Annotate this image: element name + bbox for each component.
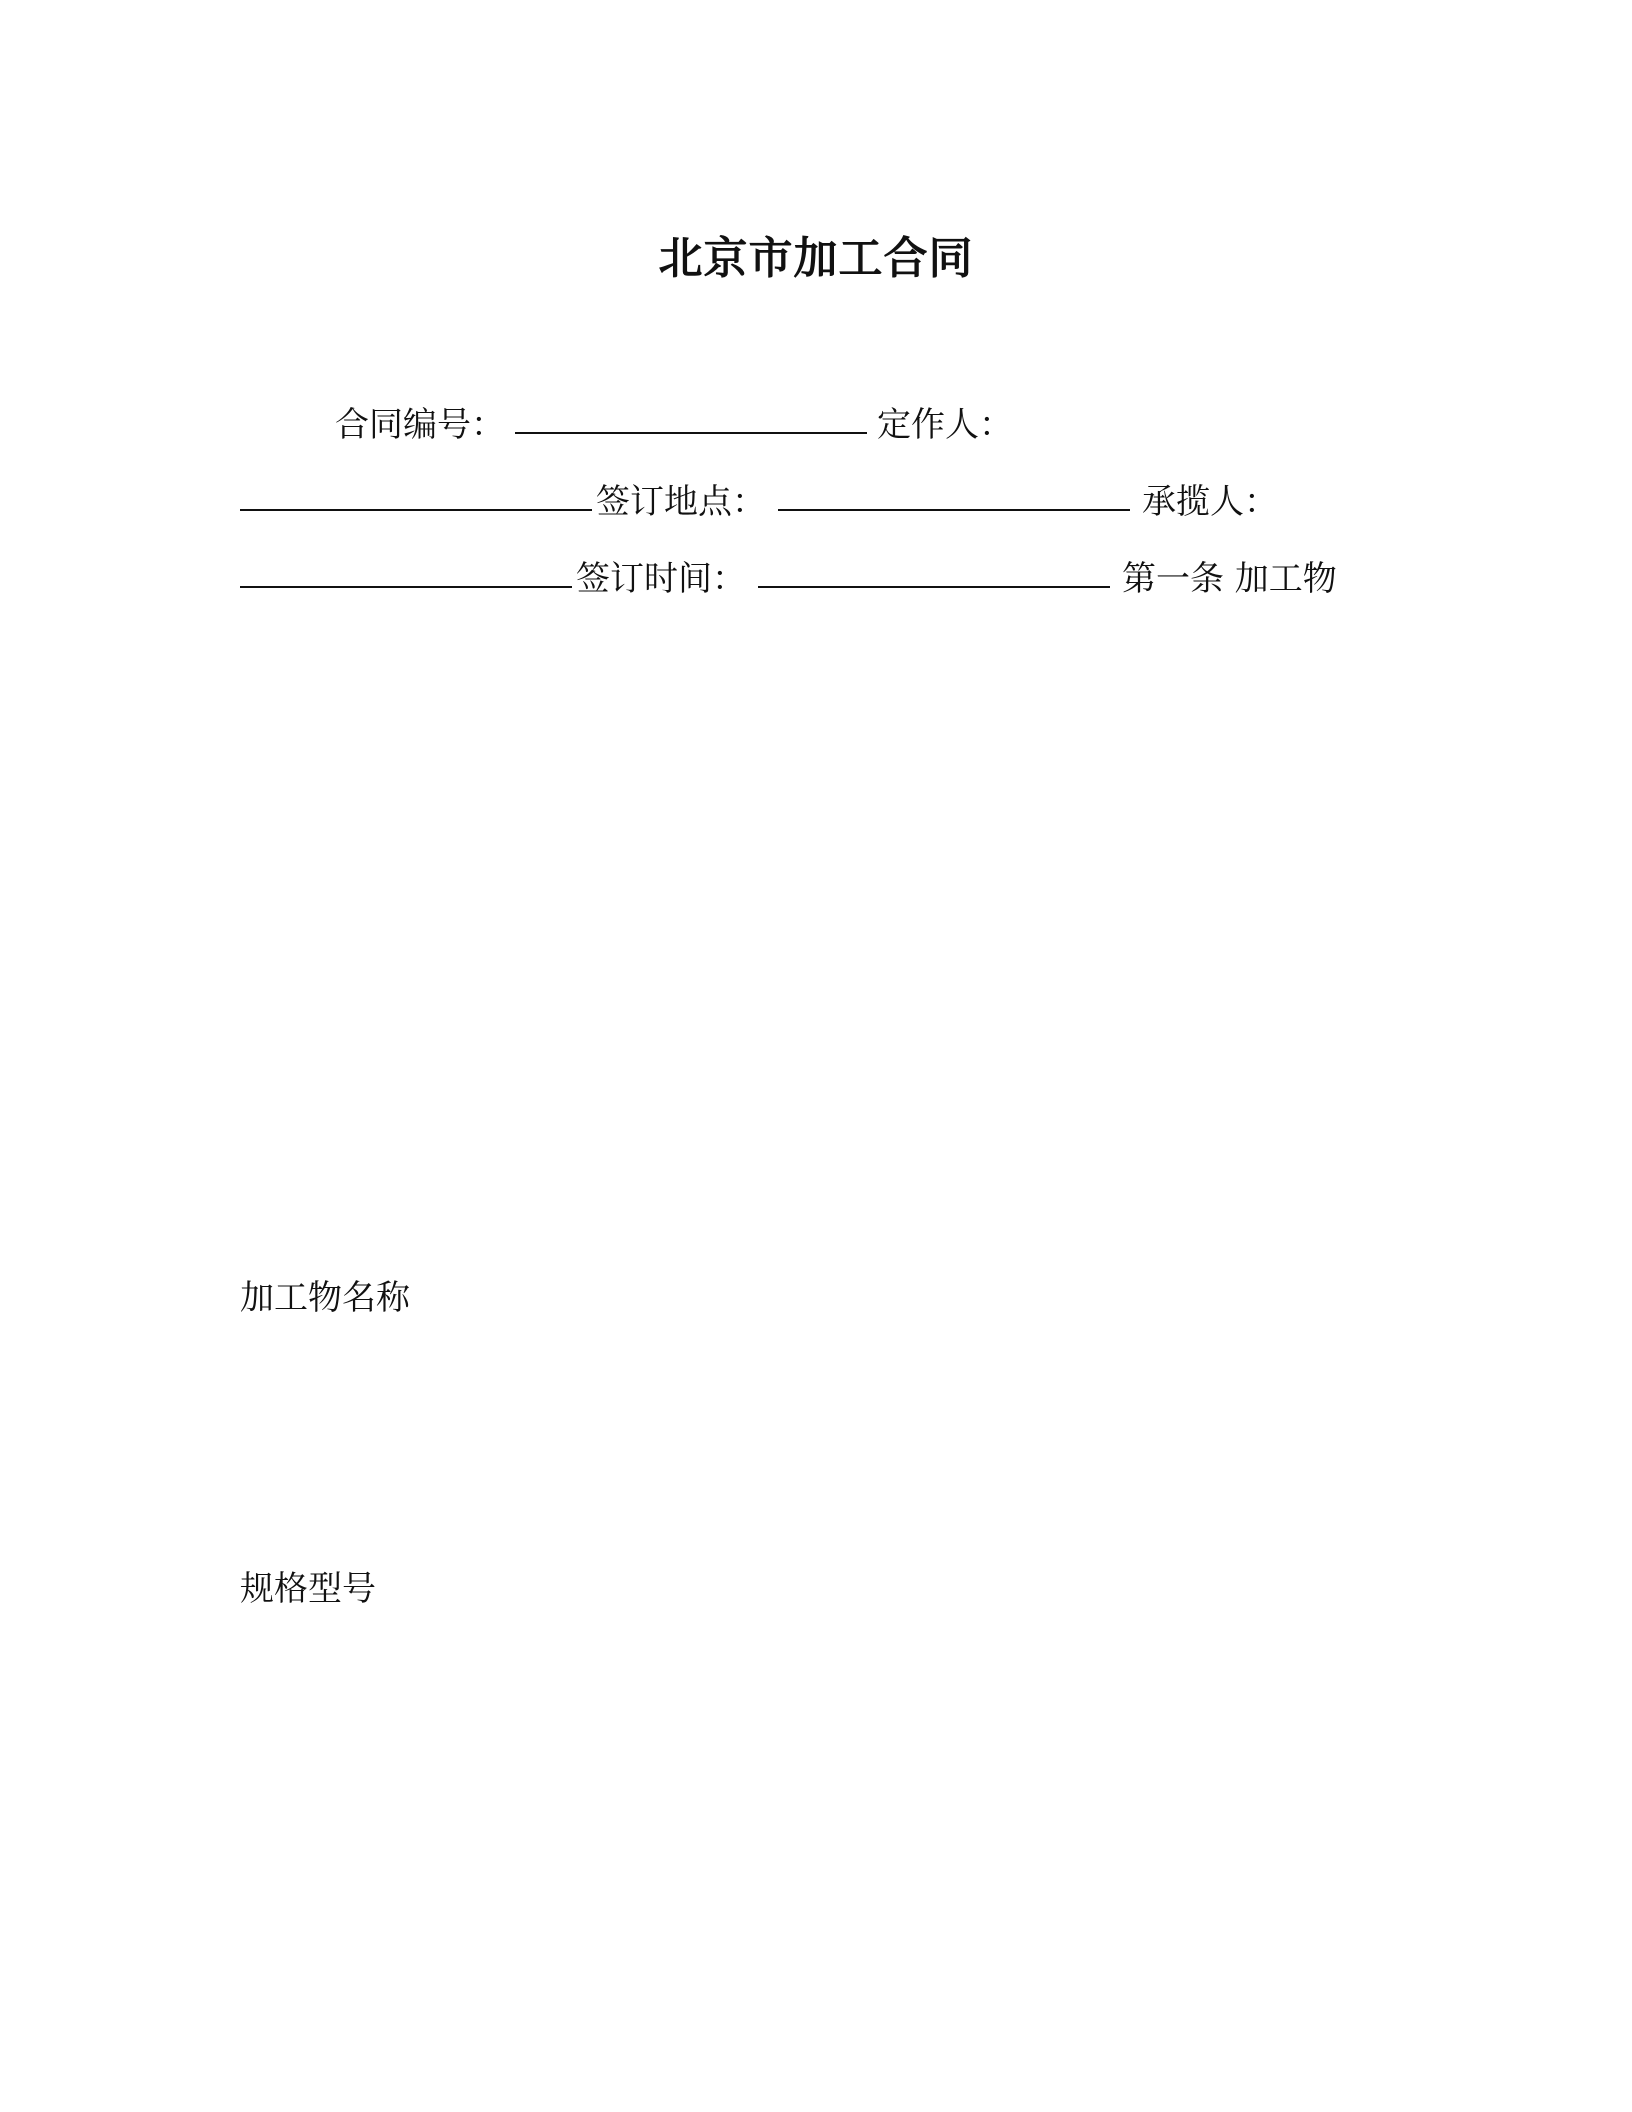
field-line-1 — [335, 400, 1013, 447]
spec-model-heading: 规格型号 — [240, 1569, 376, 1609]
signing-place-label: 签订地点： — [596, 482, 766, 522]
item-name-heading: 加工物名称 — [240, 1278, 410, 1318]
field-line-2 — [240, 477, 1278, 524]
contractor-blank[interactable] — [240, 552, 572, 588]
signing-time-blank[interactable] — [758, 552, 1110, 588]
signing-place-blank[interactable] — [778, 475, 1130, 511]
orderer-label: 定作人： — [877, 405, 1013, 445]
contract-number-label: 合同编号： — [335, 405, 505, 445]
contractor-label: 承揽人： — [1142, 482, 1278, 522]
signing-time-label: 签订时间： — [576, 559, 746, 599]
document-title: 北京市加工合同 — [658, 233, 974, 284]
orderer-blank[interactable] — [240, 475, 592, 511]
contract-number-blank[interactable] — [515, 398, 867, 434]
article-one-heading: 第一条 加工物 — [1122, 559, 1337, 599]
field-line-3 — [240, 554, 1337, 601]
